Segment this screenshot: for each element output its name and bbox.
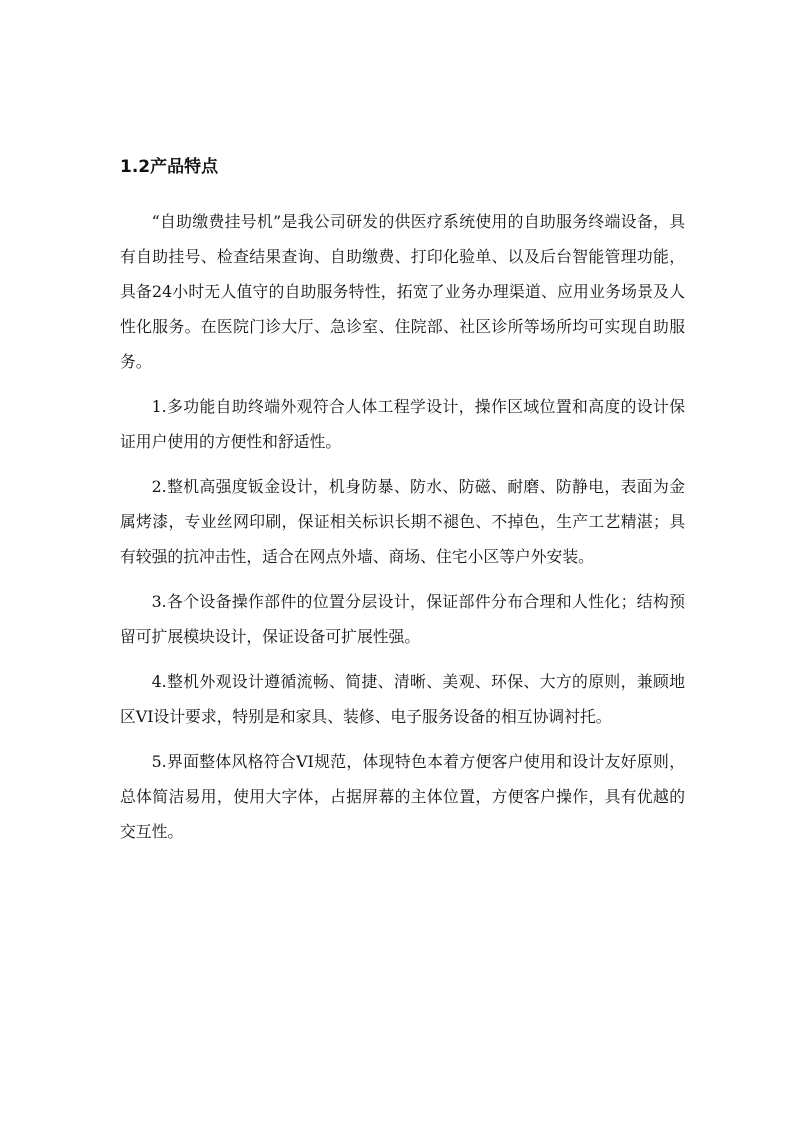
feature-paragraph-1: 1.多功能自助终端外观符合人体工程学设计，操作区域位置和高度的设计保证用户使用的方便性和舒适性。 bbox=[120, 397, 685, 451]
feature-paragraph-4: 4.整机外观设计遵循流畅、简捷、清晰、美观、环保、大方的原则，兼顾地区VI设计要求，特别是和家具、装修、电子服务设备的相互协调衬托。 bbox=[120, 672, 685, 726]
feature-paragraph-3: 3.各个设备操作部件的位置分层设计，保证部件分布合理和人性化；结构预留可扩展模块设计，保证设备可扩展性强。 bbox=[120, 592, 685, 646]
feature-paragraph-5: 5.界面整体风格符合VI规范，体现特色本着方便客户使用和设计友好原则，总体简洁易用，使用大字体，占据屏幕的主体位置，方便客户操作，具有优越的交互性。 bbox=[120, 752, 685, 841]
section-heading: 1.2产品特点 bbox=[120, 157, 219, 177]
intro-paragraph: “自助缴费挂号机”是我公司研发的供医疗系统使用的自助服务终端设备，具有自助挂号、检查结果查询、自助缴费、打印化验单、以及后台智能管理功能，具备24小时无人值守的自助服务特性，拓宽了业务办理渠道、应用业务场景及人性化服务。在医院门诊大厅、急诊室、住院部、社区诊所等场所均可实现自助服务。 bbox=[120, 212, 685, 371]
feature-paragraph-2: 2.整机高强度钣金设计，机身防暴、防水、防磁、耐磨、防静电，表面为金属烤漆，专业丝网印刷，保证相关标识长期不褪色、不掉色，生产工艺精湛；具有较强的抗冲击性，适合在网点外墙、商场、住宅小区等户外安装。 bbox=[120, 477, 685, 566]
document-body bbox=[120, 152, 685, 859]
